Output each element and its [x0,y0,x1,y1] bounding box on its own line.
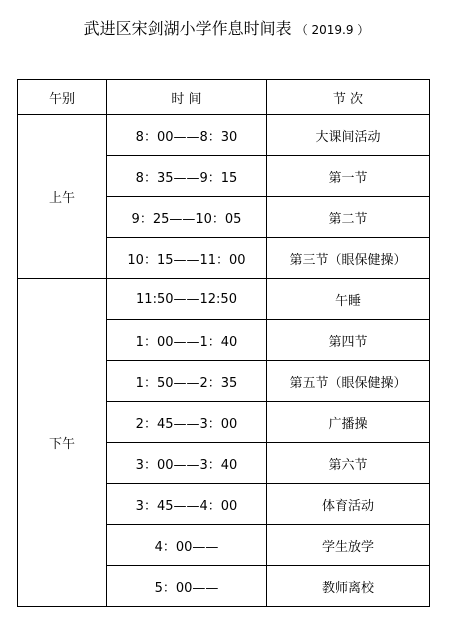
session-cell: 广播操 [267,402,430,443]
session-cell: 第五节（眼保健操） [267,361,430,402]
time-cell: 4：00—— [107,525,267,566]
table-row [18,115,430,156]
time-cell: 2：45——3：00 [107,402,267,443]
header-session: 节 次 [267,80,430,115]
time-cell: 1：00——1：40 [107,320,267,361]
period-morning: 上午 [18,115,107,279]
time-cell: 8：00——8：30 [107,115,267,156]
time-cell: 5：00—— [107,566,267,607]
session-cell: 体育活动 [267,484,430,525]
session-cell: 大课间活动 [267,115,430,156]
title-text: 武进区宋剑湖小学作息时间表 [83,19,292,38]
header-time: 时 间 [107,80,267,115]
time-cell: 11:50——12:50 [107,279,267,320]
session-cell: 午睡 [267,279,430,320]
year-note: （ 2019.9 ） [295,23,370,37]
page-title [0,18,453,41]
period-afternoon: 下午 [18,279,107,607]
session-cell: 教师离校 [267,566,430,607]
header-row [18,80,430,115]
session-cell: 第六节 [267,443,430,484]
schedule-table [17,79,430,607]
table-row [18,279,430,320]
time-cell: 3：00——3：40 [107,443,267,484]
session-cell: 学生放学 [267,525,430,566]
session-cell: 第四节 [267,320,430,361]
time-cell: 3：45——4：00 [107,484,267,525]
time-cell: 9：25——10：05 [107,197,267,238]
header-period: 午别 [18,80,107,115]
time-cell: 8：35——9：15 [107,156,267,197]
session-cell: 第三节（眼保健操） [267,238,430,279]
time-cell: 10：15——11：00 [107,238,267,279]
time-cell: 1：50——2：35 [107,361,267,402]
session-cell: 第二节 [267,197,430,238]
session-cell: 第一节 [267,156,430,197]
